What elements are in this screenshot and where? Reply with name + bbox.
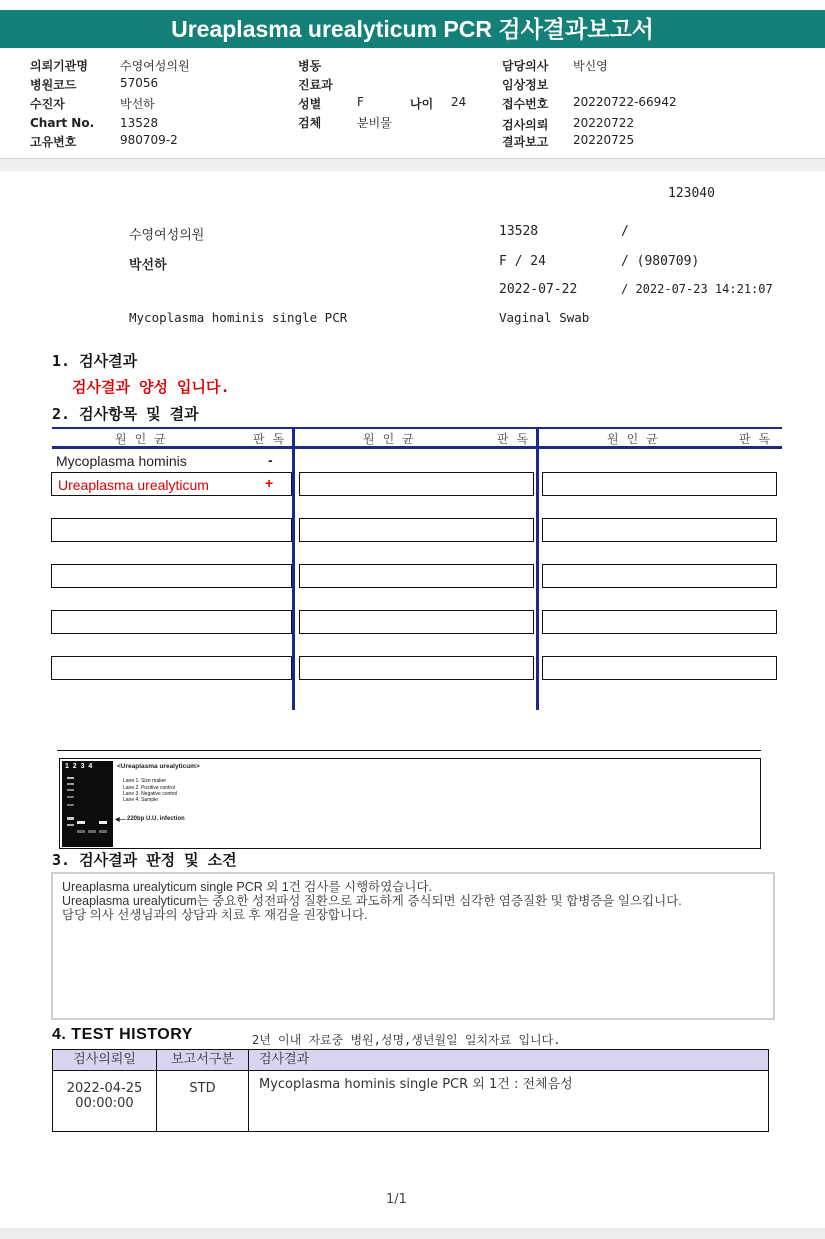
info-specimen: Vaginal Swab xyxy=(499,310,590,325)
report-title: Ureaplasma urealyticum PCR 검사결과보고서 xyxy=(0,10,825,48)
col-judgement-1: 판독 xyxy=(253,432,293,446)
ladder-band xyxy=(67,783,74,785)
specimen-label: 검체 xyxy=(298,116,322,130)
gel-legend-lane1: Lane 1. Size maker xyxy=(123,778,167,784)
doctor-value: 박신영 xyxy=(573,59,608,73)
opinion-line-3: 담당 의사 선생님과의 상담과 치료 후 재검을 권장합니다. xyxy=(62,908,368,922)
page-number: 1/1 xyxy=(386,1192,407,1207)
organism-name: Ureaplasma urealyticum xyxy=(58,477,209,493)
ladder-band xyxy=(67,817,74,820)
result-cell xyxy=(542,472,777,496)
result-cell xyxy=(542,518,777,542)
opinion-line-1: Ureaplasma urealyticum single PCR 외 1건 검사를 시행하였습니다. xyxy=(62,880,432,894)
info-birth: / (980709) xyxy=(621,254,700,269)
specimen-value: 분비물 xyxy=(357,116,392,130)
report-value: 20220725 xyxy=(573,133,635,147)
result-cell xyxy=(51,564,292,588)
col-judgement-2: 판독 xyxy=(497,432,537,446)
footer-bar xyxy=(0,1228,825,1239)
age-value: 24 xyxy=(451,95,467,109)
section4-title: 4. TEST HISTORY xyxy=(52,1026,193,1043)
hospital-label: 의뢰기관명 xyxy=(30,59,88,73)
info-chart: 13528 xyxy=(499,224,539,239)
history-time: 00:00:00 xyxy=(75,1096,134,1111)
gel-legend-lane3: Lane 3. Negative control xyxy=(123,791,178,797)
code-value: 57056 xyxy=(120,76,159,90)
info-name: 박선하 xyxy=(129,258,167,273)
grid-top-rule xyxy=(52,427,782,429)
age-label: 나이 xyxy=(410,97,434,111)
receipt-label: 접수번호 xyxy=(502,97,549,111)
history-cell-date xyxy=(52,1070,157,1132)
col-organism-1: 원인균 xyxy=(115,432,174,446)
history-col-date: 검사의뢰일 xyxy=(52,1049,157,1071)
sex-label: 성별 xyxy=(298,97,322,111)
ward-label: 병동 xyxy=(298,59,322,73)
result-cell xyxy=(299,656,534,680)
result-cell xyxy=(51,518,292,542)
section1-title: 1. 검사결과 xyxy=(52,352,138,370)
positive-control-band xyxy=(77,821,85,824)
organism-result: - xyxy=(268,452,273,468)
request-label: 검사의뢰 xyxy=(502,118,549,132)
result-cell xyxy=(51,656,292,680)
primer-band xyxy=(88,830,96,833)
hospital-value: 수영여성의원 xyxy=(120,59,190,73)
receipt-value: 20220722-66942 xyxy=(573,95,677,109)
section2-title: 2. 검사항목 및 결과 xyxy=(52,405,199,423)
primer-band xyxy=(77,830,85,833)
grid-divider-1 xyxy=(292,427,295,710)
patient-label: 수진자 xyxy=(30,97,65,111)
header-divider xyxy=(0,158,825,171)
gel-title: <Ureaplasma urealyticum> xyxy=(117,763,200,770)
history-date: 2022-04-25 xyxy=(66,1081,143,1096)
clinical-label: 임상정보 xyxy=(502,78,549,92)
chart-value: 13528 xyxy=(120,116,159,130)
code-label: 병원코드 xyxy=(30,78,77,92)
info-code: 123040 xyxy=(668,186,715,201)
gel-legend-lane4: Lane 4. Sample xyxy=(123,797,159,803)
opinion-line-2: Ureaplasma urealyticum는 중요한 성전파성 질환으로 과도하게 증식되면 심각한 염증질환 및 합병증을 일으킵니다. xyxy=(62,894,682,908)
result-cell xyxy=(542,656,777,680)
id-value: 980709-2 xyxy=(120,133,178,147)
sex-value: F xyxy=(357,95,364,109)
result-cell xyxy=(51,610,292,634)
opinion-box xyxy=(51,872,775,1020)
col-organism-3: 원인균 xyxy=(607,432,666,446)
ladder-band xyxy=(67,804,74,806)
info-sex-age: F / 24 xyxy=(499,254,546,269)
result-cell xyxy=(299,564,534,588)
organism-result: + xyxy=(265,475,274,491)
grid-divider-2 xyxy=(536,427,539,710)
gel-image xyxy=(62,761,113,847)
result-cell xyxy=(299,610,534,634)
info-hospital: 수영여성의원 xyxy=(129,228,205,243)
gel-lane-numbers: 1 2 3 4 xyxy=(65,763,93,770)
sample-band xyxy=(99,821,107,824)
col-organism-2: 원인균 xyxy=(363,432,422,446)
result-cell xyxy=(542,610,777,634)
info-test: Mycoplasma hominis single PCR xyxy=(129,310,348,325)
patient-value: 박선하 xyxy=(120,97,155,111)
gel-band-label: 220bp U.U. infection xyxy=(127,816,185,822)
info-date: 2022-07-22 xyxy=(499,282,578,297)
result-summary: 검사결과 양성 입니다. xyxy=(72,378,230,396)
chart-label: Chart No. xyxy=(30,116,95,130)
request-value: 20220722 xyxy=(573,116,635,130)
result-cell xyxy=(542,564,777,588)
info-slash: / xyxy=(621,224,629,239)
ladder-band xyxy=(67,824,74,826)
section3-title: 3. 검사결과 판정 및 소견 xyxy=(52,851,237,869)
gel-top-rule xyxy=(57,750,761,751)
gel-legend-lane2: Lane 2. Positive control xyxy=(123,785,175,791)
ladder-band xyxy=(67,777,74,779)
history-cell-result xyxy=(248,1070,769,1132)
ladder-band xyxy=(67,796,74,798)
history-note: 2년 이내 자료중 병원,성명,생년월일 일치자료 입니다. xyxy=(252,1033,561,1047)
col-judgement-3: 판독 xyxy=(739,432,779,446)
id-label: 고유변호 xyxy=(30,135,77,149)
gel-band-arrow-icon: ◀— xyxy=(115,817,126,823)
history-type: STD xyxy=(189,1081,216,1096)
result-cell xyxy=(299,472,534,496)
dept-label: 진료과 xyxy=(298,78,333,92)
info-datetime: / 2022-07-23 14:21:07 xyxy=(621,282,773,296)
history-col-type: 보고서구분 xyxy=(156,1049,249,1071)
gel-image-panel xyxy=(59,758,761,849)
ladder-band xyxy=(67,789,74,791)
result-cell xyxy=(299,518,534,542)
history-result: Mycoplasma hominis single PCR 외 1건 : 전체음성 xyxy=(259,1077,573,1092)
doctor-label: 담당의사 xyxy=(502,59,549,73)
history-col-result: 검사결과 xyxy=(248,1049,769,1071)
primer-band xyxy=(99,830,107,833)
history-cell-type xyxy=(156,1070,249,1132)
report-label: 결과보고 xyxy=(502,135,549,149)
organism-name: Mycoplasma hominis xyxy=(56,453,187,469)
